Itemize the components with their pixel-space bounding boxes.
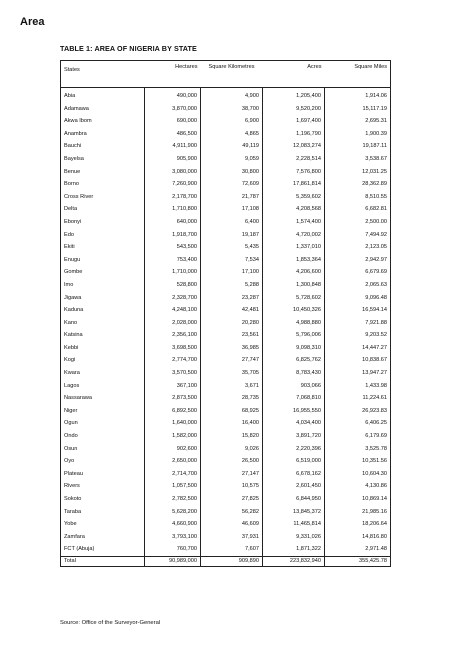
cell-hectares: 1,640,000 <box>145 417 201 430</box>
cell-square-miles: 21,985.16 <box>325 506 391 519</box>
cell-square-miles: 6,179.69 <box>325 430 391 443</box>
table-row <box>61 367 391 380</box>
cell-square-miles: 2,065.63 <box>325 279 391 292</box>
cell-square-miles: 2,971.48 <box>325 543 391 556</box>
cell-acres: 5,796,006 <box>263 329 325 342</box>
cell-hectares: 367,100 <box>145 380 201 393</box>
cell-hectares: 760,700 <box>145 543 201 556</box>
cell-square-miles: 8,510.55 <box>325 191 391 204</box>
cell-square-miles: 3,538.67 <box>325 153 391 166</box>
table-row <box>61 354 391 367</box>
cell-hectares: 2,028,000 <box>145 317 201 330</box>
cell-square-miles: 28,362.89 <box>325 178 391 191</box>
table-row <box>61 417 391 430</box>
total-state: Total <box>61 556 145 566</box>
cell-acres: 8,783,430 <box>263 367 325 380</box>
total-square-miles: 355,425.78 <box>325 556 391 566</box>
cell-hectares: 3,698,500 <box>145 342 201 355</box>
cell-hectares: 1,918,700 <box>145 229 201 242</box>
cell-state: Osun <box>61 443 145 456</box>
cell-state: Edo <box>61 229 145 242</box>
table-row <box>61 342 391 355</box>
cell-acres: 4,208,568 <box>263 203 325 216</box>
cell-state: Anambra <box>61 128 145 141</box>
cell-state: Gombe <box>61 266 145 279</box>
cell-hectares: 640,000 <box>145 216 201 229</box>
table-row <box>61 304 391 317</box>
cell-acres: 12,083,274 <box>263 140 325 153</box>
cell-acres: 6,844,950 <box>263 493 325 506</box>
cell-square-miles: 6,679.69 <box>325 266 391 279</box>
cell-square-miles: 2,500.00 <box>325 216 391 229</box>
cell-state: Sokoto <box>61 493 145 506</box>
cell-square-kilometres: 15,820 <box>201 430 263 443</box>
cell-hectares: 1,582,000 <box>145 430 201 443</box>
cell-square-miles: 10,351.56 <box>325 455 391 468</box>
cell-hectares: 2,650,000 <box>145 455 201 468</box>
cell-acres: 903,066 <box>263 380 325 393</box>
cell-state: Kogi <box>61 354 145 367</box>
table-row <box>61 166 391 179</box>
cell-acres: 9,331,026 <box>263 531 325 544</box>
cell-state: Ebonyi <box>61 216 145 229</box>
cell-acres: 13,845,372 <box>263 506 325 519</box>
cell-square-miles: 10,604.30 <box>325 468 391 481</box>
cell-hectares: 1,710,800 <box>145 203 201 216</box>
cell-hectares: 486,500 <box>145 128 201 141</box>
cell-acres: 17,861,814 <box>263 178 325 191</box>
cell-square-miles: 2,695.31 <box>325 115 391 128</box>
cell-square-miles: 4,130.86 <box>325 480 391 493</box>
cell-square-miles: 1,900.39 <box>325 128 391 141</box>
cell-square-kilometres: 23,561 <box>201 329 263 342</box>
cell-square-kilometres: 35,705 <box>201 367 263 380</box>
table-row <box>61 103 391 116</box>
cell-state: Kano <box>61 317 145 330</box>
column-header-states: States <box>61 61 145 88</box>
cell-acres: 1,853,364 <box>263 254 325 267</box>
cell-square-kilometres: 49,119 <box>201 140 263 153</box>
cell-square-kilometres: 42,481 <box>201 304 263 317</box>
cell-square-miles: 14,816.80 <box>325 531 391 544</box>
cell-state: Kaduna <box>61 304 145 317</box>
cell-hectares: 5,628,200 <box>145 506 201 519</box>
cell-acres: 6,825,762 <box>263 354 325 367</box>
table-title: TABLE 1: AREA OF NIGERIA BY STATE <box>60 44 197 53</box>
cell-state: Niger <box>61 405 145 418</box>
cell-hectares: 2,714,700 <box>145 468 201 481</box>
cell-acres: 2,228,514 <box>263 153 325 166</box>
cell-state: Zamfara <box>61 531 145 544</box>
table-header-row <box>61 61 391 88</box>
cell-acres: 1,196,790 <box>263 128 325 141</box>
cell-square-kilometres: 56,282 <box>201 506 263 519</box>
cell-acres: 5,359,602 <box>263 191 325 204</box>
cell-state: Imo <box>61 279 145 292</box>
cell-state: Kebbi <box>61 342 145 355</box>
cell-hectares: 3,080,000 <box>145 166 201 179</box>
cell-acres: 1,337,010 <box>263 241 325 254</box>
total-acres: 223,832,940 <box>263 556 325 566</box>
cell-state: Bayelsa <box>61 153 145 166</box>
cell-acres: 6,519,000 <box>263 455 325 468</box>
table-row <box>61 140 391 153</box>
cell-hectares: 543,500 <box>145 241 201 254</box>
cell-hectares: 690,000 <box>145 115 201 128</box>
table-row <box>61 430 391 443</box>
table-row <box>61 531 391 544</box>
cell-hectares: 490,000 <box>145 88 201 103</box>
cell-hectares: 2,782,500 <box>145 493 201 506</box>
cell-state: Ondo <box>61 430 145 443</box>
cell-square-kilometres: 36,985 <box>201 342 263 355</box>
cell-square-kilometres: 23,287 <box>201 292 263 305</box>
cell-square-kilometres: 27,825 <box>201 493 263 506</box>
table-row <box>61 543 391 556</box>
cell-acres: 1,205,400 <box>263 88 325 103</box>
cell-square-kilometres: 10,575 <box>201 480 263 493</box>
table-row <box>61 266 391 279</box>
cell-state: Oyo <box>61 455 145 468</box>
cell-acres: 1,300,848 <box>263 279 325 292</box>
cell-hectares: 1,710,000 <box>145 266 201 279</box>
cell-acres: 9,520,200 <box>263 103 325 116</box>
cell-square-kilometres: 27,747 <box>201 354 263 367</box>
cell-square-kilometres: 3,671 <box>201 380 263 393</box>
cell-square-kilometres: 6,400 <box>201 216 263 229</box>
cell-square-kilometres: 17,100 <box>201 266 263 279</box>
cell-state: Kwara <box>61 367 145 380</box>
cell-acres: 1,871,322 <box>263 543 325 556</box>
cell-square-kilometres: 9,026 <box>201 443 263 456</box>
cell-square-kilometres: 26,500 <box>201 455 263 468</box>
cell-square-kilometres: 30,800 <box>201 166 263 179</box>
cell-square-kilometres: 5,288 <box>201 279 263 292</box>
cell-hectares: 2,356,100 <box>145 329 201 342</box>
table-body <box>61 88 391 567</box>
table-row <box>61 392 391 405</box>
cell-hectares: 3,870,000 <box>145 103 201 116</box>
table-row <box>61 191 391 204</box>
table-row <box>61 329 391 342</box>
cell-square-kilometres: 7,534 <box>201 254 263 267</box>
column-header-acres: Acres <box>263 61 325 88</box>
cell-square-kilometres: 19,187 <box>201 229 263 242</box>
cell-hectares: 902,600 <box>145 443 201 456</box>
cell-state: Lagos <box>61 380 145 393</box>
cell-acres: 4,720,002 <box>263 229 325 242</box>
cell-square-miles: 10,869.14 <box>325 493 391 506</box>
cell-acres: 5,728,602 <box>263 292 325 305</box>
cell-square-kilometres: 16,400 <box>201 417 263 430</box>
cell-hectares: 2,873,500 <box>145 392 201 405</box>
cell-square-kilometres: 4,865 <box>201 128 263 141</box>
table-row <box>61 518 391 531</box>
table-row <box>61 128 391 141</box>
cell-square-miles: 15,117.19 <box>325 103 391 116</box>
cell-square-kilometres: 37,931 <box>201 531 263 544</box>
cell-state: Katsina <box>61 329 145 342</box>
cell-square-kilometres: 68,925 <box>201 405 263 418</box>
cell-acres: 11,465,814 <box>263 518 325 531</box>
cell-square-miles: 2,942.97 <box>325 254 391 267</box>
column-header-square-miles: Square Miles <box>325 61 391 88</box>
table-row <box>61 292 391 305</box>
cell-hectares: 753,400 <box>145 254 201 267</box>
column-header-hectares: Hectares <box>145 61 201 88</box>
table-row <box>61 506 391 519</box>
cell-acres: 4,034,400 <box>263 417 325 430</box>
cell-square-miles: 16,594.14 <box>325 304 391 317</box>
cell-state: Abia <box>61 88 145 103</box>
cell-square-miles: 9,096.48 <box>325 292 391 305</box>
cell-acres: 1,574,400 <box>263 216 325 229</box>
cell-square-miles: 9,203.52 <box>325 329 391 342</box>
table-row <box>61 405 391 418</box>
cell-state: Ogun <box>61 417 145 430</box>
cell-square-kilometres: 5,435 <box>201 241 263 254</box>
table-row <box>61 241 391 254</box>
table-row <box>61 229 391 242</box>
cell-square-kilometres: 38,700 <box>201 103 263 116</box>
cell-acres: 1,697,400 <box>263 115 325 128</box>
table-row <box>61 254 391 267</box>
cell-acres: 7,068,810 <box>263 392 325 405</box>
cell-hectares: 1,057,500 <box>145 480 201 493</box>
cell-state: Cross River <box>61 191 145 204</box>
cell-square-miles: 26,923.83 <box>325 405 391 418</box>
cell-hectares: 905,900 <box>145 153 201 166</box>
cell-square-miles: 18,206.64 <box>325 518 391 531</box>
cell-hectares: 7,260,900 <box>145 178 201 191</box>
cell-hectares: 528,800 <box>145 279 201 292</box>
cell-state: Taraba <box>61 506 145 519</box>
cell-state: Plateau <box>61 468 145 481</box>
cell-state: Rivers <box>61 480 145 493</box>
cell-state: Bauchi <box>61 140 145 153</box>
column-header-square-kilometres: Square Kilometres <box>201 61 263 88</box>
total-row <box>61 556 391 566</box>
cell-acres: 6,678,162 <box>263 468 325 481</box>
table-row <box>61 380 391 393</box>
cell-state: Benue <box>61 166 145 179</box>
cell-hectares: 2,328,700 <box>145 292 201 305</box>
total-square-kilometres: 909,890 <box>201 556 263 566</box>
cell-square-miles: 13,947.27 <box>325 367 391 380</box>
table-row <box>61 178 391 191</box>
table-row <box>61 455 391 468</box>
table-row <box>61 279 391 292</box>
cell-state: Enugu <box>61 254 145 267</box>
cell-square-miles: 1,914.06 <box>325 88 391 103</box>
cell-square-kilometres: 27,147 <box>201 468 263 481</box>
cell-square-miles: 2,123.05 <box>325 241 391 254</box>
cell-acres: 2,220,396 <box>263 443 325 456</box>
cell-hectares: 3,570,500 <box>145 367 201 380</box>
cell-hectares: 4,660,900 <box>145 518 201 531</box>
cell-square-miles: 7,494.92 <box>325 229 391 242</box>
cell-hectares: 2,774,700 <box>145 354 201 367</box>
cell-square-miles: 6,406.25 <box>325 417 391 430</box>
cell-acres: 2,601,450 <box>263 480 325 493</box>
table-row <box>61 317 391 330</box>
cell-state: Ekiti <box>61 241 145 254</box>
cell-hectares: 6,892,500 <box>145 405 201 418</box>
cell-hectares: 2,178,700 <box>145 191 201 204</box>
table-row <box>61 153 391 166</box>
cell-square-kilometres: 21,787 <box>201 191 263 204</box>
cell-state: Nassarawa <box>61 392 145 405</box>
cell-hectares: 4,248,100 <box>145 304 201 317</box>
page-heading: Area <box>20 16 45 28</box>
cell-square-kilometres: 72,609 <box>201 178 263 191</box>
cell-square-miles: 14,447.27 <box>325 342 391 355</box>
cell-state: Akwa Ibom <box>61 115 145 128</box>
table-row <box>61 203 391 216</box>
table-row <box>61 115 391 128</box>
cell-square-miles: 3,525.78 <box>325 443 391 456</box>
cell-state: Borno <box>61 178 145 191</box>
table-row <box>61 216 391 229</box>
cell-square-kilometres: 4,900 <box>201 88 263 103</box>
cell-square-miles: 10,838.67 <box>325 354 391 367</box>
cell-acres: 7,576,800 <box>263 166 325 179</box>
table-row <box>61 480 391 493</box>
cell-acres: 4,988,880 <box>263 317 325 330</box>
table-row <box>61 443 391 456</box>
cell-square-kilometres: 28,735 <box>201 392 263 405</box>
cell-square-miles: 7,921.88 <box>325 317 391 330</box>
area-table <box>60 60 391 567</box>
cell-acres: 3,891,720 <box>263 430 325 443</box>
cell-acres: 9,098,310 <box>263 342 325 355</box>
cell-acres: 16,955,550 <box>263 405 325 418</box>
cell-hectares: 4,911,900 <box>145 140 201 153</box>
cell-square-kilometres: 46,609 <box>201 518 263 531</box>
cell-square-miles: 19,187.11 <box>325 140 391 153</box>
cell-state: Adamawa <box>61 103 145 116</box>
cell-acres: 10,450,326 <box>263 304 325 317</box>
cell-square-miles: 1,433.98 <box>325 380 391 393</box>
total-hectares: 90,989,000 <box>145 556 201 566</box>
cell-hectares: 3,793,100 <box>145 531 201 544</box>
cell-square-kilometres: 17,108 <box>201 203 263 216</box>
cell-state: Delta <box>61 203 145 216</box>
cell-square-kilometres: 6,900 <box>201 115 263 128</box>
cell-acres: 4,206,600 <box>263 266 325 279</box>
table-row <box>61 468 391 481</box>
cell-square-miles: 6,682.81 <box>325 203 391 216</box>
cell-square-miles: 12,031.25 <box>325 166 391 179</box>
cell-square-kilometres: 20,280 <box>201 317 263 330</box>
table-row <box>61 88 391 103</box>
source-note: Source: Office of the Surveyor-General <box>60 620 161 626</box>
cell-state: FCT (Abuja) <box>61 543 145 556</box>
cell-state: Jigawa <box>61 292 145 305</box>
cell-square-miles: 11,224.61 <box>325 392 391 405</box>
cell-state: Yobe <box>61 518 145 531</box>
table-row <box>61 493 391 506</box>
cell-square-kilometres: 7,607 <box>201 543 263 556</box>
cell-square-kilometres: 9,059 <box>201 153 263 166</box>
